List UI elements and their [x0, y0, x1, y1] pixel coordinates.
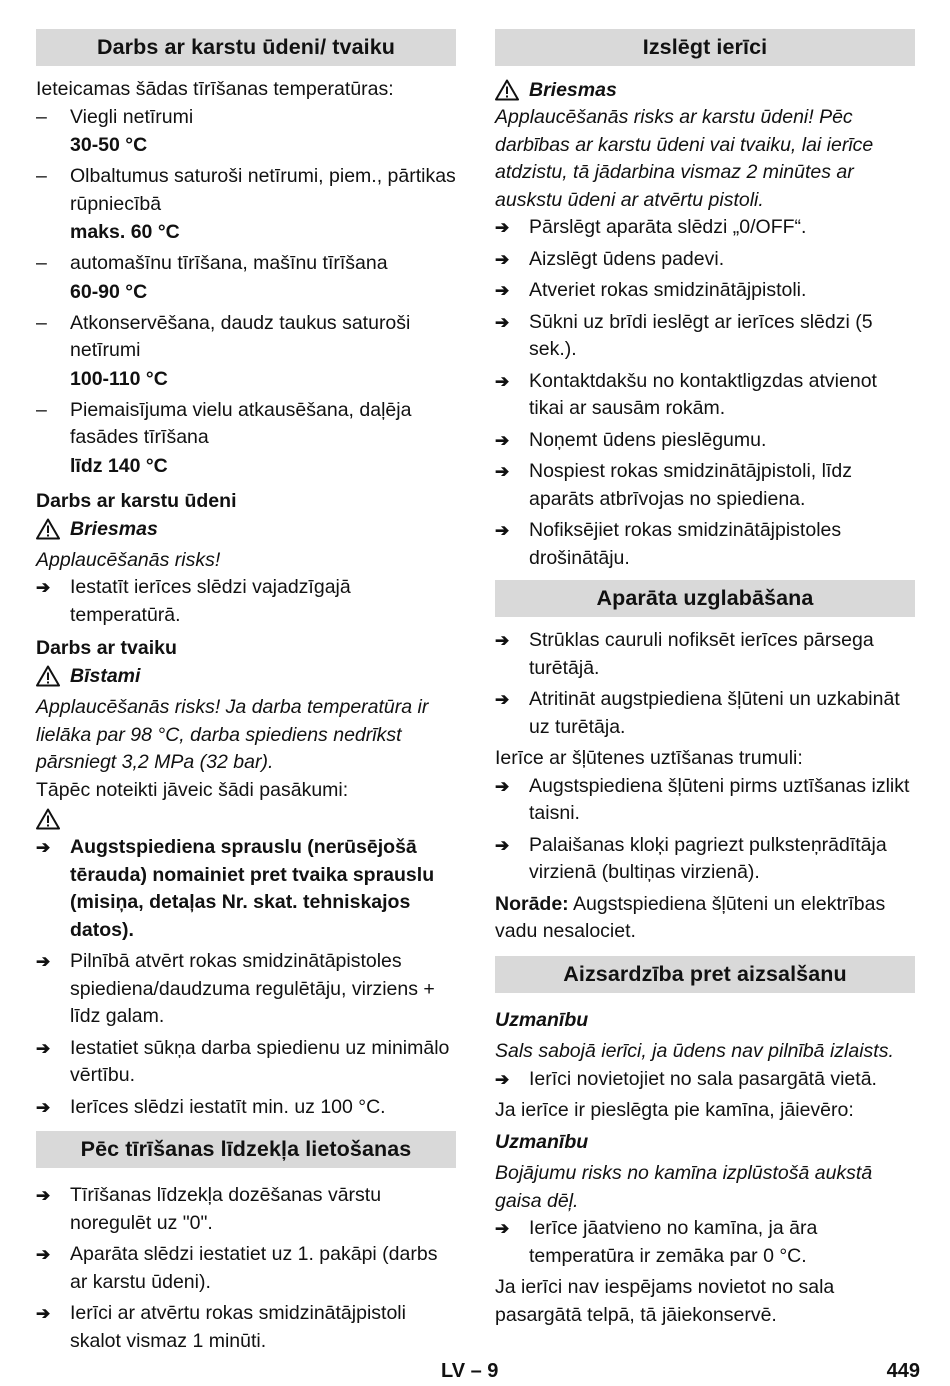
arrow-right-icon: ➔: [495, 430, 510, 450]
caution-label: Uzmanību: [495, 1130, 589, 1153]
step-item: ➔ Aparāta slēdzi iestatiet uz 1. pakāpi (darbs ar karstu ūdeni).: [36, 1243, 438, 1293]
reel-intro: Ierīce ar šļūtenes uztīšanas trumuli:: [495, 747, 803, 769]
step-item: ➔ Tīrīšanas līdzekļa dozēšanas vārstu noregulēt uz "0".: [36, 1184, 382, 1234]
caution-text: Sals sabojā ierīci, ja ūdens nav pilnībā izlaists.: [495, 1040, 894, 1062]
warning-text: Applaucēšanās risks! Ja darba temperatūra ir lielāka par 98 °C, darba spiediens nedrīkst pārsniegt 3,2 MPa (32 bar).: [36, 696, 429, 773]
step-item: ➔ Nospiest rokas smidzinātājpistoli, līdz aparāts atbrīvojas no spiediena.: [495, 460, 852, 510]
warning-triangle-icon: [36, 808, 60, 830]
list-item: – Atkonservēšana, daudz taukus saturoši netīrumi: [36, 311, 411, 361]
step-item: ➔ Augstspiediena šļūteni pirms uztīšanas izlikt taisni.: [495, 774, 910, 824]
arrow-right-icon: ➔: [495, 835, 510, 855]
arrow-right-icon: ➔: [36, 1245, 51, 1264]
list-item: – automašīnu tīrīšana, mašīnu tīrīšana: [36, 250, 456, 278]
arrow-right-icon: ➔: [36, 578, 51, 597]
step-item: ➔ Pārslēgt aparāta slēdzi „0/OFF“.: [495, 214, 915, 242]
chimney-note: Ja ierīce ir pieslēgta pie kamīna, jāievēro:: [495, 1099, 854, 1121]
page-footer: [0, 1360, 950, 1386]
warning-text: Applaucēšanās risks!: [36, 548, 221, 571]
note-paragraph: [495, 891, 915, 946]
warning-triangle-icon: [36, 518, 60, 540]
page-label: LV – 9: [441, 1360, 499, 1382]
list-item: – Viegli netīrumi: [36, 104, 456, 132]
danger-warning: Briesmas: [495, 76, 915, 104]
list-item: – Piemaisījuma vielu atkausēšana, daļēja fasādes tīrīšana: [36, 398, 412, 448]
arrow-right-icon: ➔: [495, 249, 510, 269]
dash-marker: –: [36, 165, 47, 187]
step-item: ➔ Atveriet rokas smidzinātājpistoli.: [495, 277, 915, 305]
temperature-value: 60-90 °C: [70, 280, 148, 303]
step-item: ➔ Atritināt augstpiediena šļūteni un uzkabināt uz turētāja.: [495, 688, 900, 738]
arrow-right-icon: ➔: [495, 776, 510, 796]
dash-marker: –: [36, 105, 47, 128]
arrow-right-icon: ➔: [495, 521, 510, 540]
step-item: ➔ Pilnībā atvērt rokas smidzinātāpistoles spiediena/daudzuma regulētāju, virziens + līdz galam.: [36, 950, 435, 1027]
step-item: ➔ Ierīces slēdzi iestatīt min. uz 100 °C.: [36, 1094, 456, 1122]
section-header-frost-protection: Aizsardzība pret aizsalšanu: [495, 956, 915, 993]
conservation-note: Ja ierīci nav iespējams novietot no sala pasargātā telpā, tā jāiekonservē.: [495, 1276, 835, 1326]
section-header-storage: Aparāta uzglabāšana: [495, 580, 915, 617]
step-item: ➔ Aizslēgt ūdens padevi.: [495, 246, 915, 274]
arrow-right-icon: ➔: [495, 218, 510, 237]
arrow-right-icon: ➔: [495, 281, 510, 300]
subheading-steam: Darbs ar tvaiku: [36, 637, 177, 659]
dash-marker: –: [36, 311, 47, 334]
arrow-right-icon: ➔: [495, 1219, 510, 1238]
arrow-right-icon: ➔: [36, 1097, 51, 1117]
step-item: ➔ Noņemt ūdens pieslēgumu.: [495, 427, 915, 455]
step-item: ➔ Ierīci novietojiet no sala pasargātā vietā.: [495, 1066, 915, 1094]
warning-icon-line: [36, 808, 456, 830]
page-number: 449: [886, 1360, 920, 1382]
step-item: ➔ Palaišanas kloķi pagriezt pulksteņrādītāja virzienā (bultiņas virzienā).: [495, 833, 887, 883]
step-item: ➔ Strūklas cauruli nofiksēt ierīces pārsega turētājā.: [495, 629, 874, 679]
note-label: Norāde:: [495, 892, 569, 915]
dash-marker: –: [36, 252, 47, 274]
warning-text: Applaucēšanās risks ar karstu ūdeni! Pēc darbības ar karstu ūdeni vai tvaiku, lai ierīce atdzistu, tā jādarbina vismaz 2 minūtes ar auskstu ūdeni ar atvērtu pistoli.: [495, 106, 874, 211]
note-text: Augstspiediena šļūteni un elektrības vadu nesalociet.: [495, 892, 886, 942]
arrow-right-icon: ➔: [495, 631, 510, 650]
arrow-right-icon: ➔: [495, 690, 510, 709]
temperature-value: maks. 60 °C: [70, 221, 180, 243]
caution-text: Bojājumu risks no kamīna izplūstošā aukstā gaisa dēļ.: [495, 1162, 873, 1212]
left-column: [36, 29, 456, 1355]
arrow-right-icon: ➔: [36, 952, 51, 971]
step-item-bold: ➔ Augstspiediena sprauslu (nerūsējošā tērauda) nomainiet pret tvaika sprauslu (misiņa, detaļas Nr. skat. tehniskajos datos).: [36, 836, 435, 941]
step-item: ➔ Sūkni uz brīdi ieslēgt ar ierīces slēdzi (5 sek.).: [495, 310, 873, 360]
list-item: – Olbaltumus saturoši netīrumi, piem., pārtikas rūpniecībā: [36, 165, 456, 215]
section-header-after-detergent: Pēc tīrīšanas līdzekļa lietošanas: [36, 1131, 456, 1168]
step-item: ➔ Iestatīt ierīces slēdzi vajadzīgajā temperatūrā.: [36, 576, 351, 626]
warning-triangle-icon: [36, 665, 60, 687]
arrow-right-icon: ➔: [36, 1038, 51, 1058]
temperature-value: līdz 140 °C: [70, 454, 168, 477]
step-item: ➔ Ierīce jāatvieno no kamīna, ja āra temperatūra ir zemāka par 0 °C.: [495, 1217, 818, 1267]
subheading-hot-water: Darbs ar karstu ūdeni: [36, 489, 237, 512]
section-header-hot-water-steam: Darbs ar karstu ūdeni/ tvaiku: [36, 29, 456, 66]
arrow-right-icon: ➔: [495, 371, 510, 391]
danger-warning: Bīstami: [36, 662, 456, 690]
warning-triangle-icon: [495, 79, 519, 101]
intro-text: Ieteicamas šādas tīrīšanas temperatūras:: [36, 78, 394, 100]
step-item: ➔ Kontaktdakšu no kontaktligzdas atvienot tikai ar sausām rokām.: [495, 369, 877, 419]
right-column: [495, 29, 915, 1329]
arrow-right-icon: ➔: [36, 838, 51, 857]
section-header-switch-off: Izslēgt ierīci: [495, 29, 915, 66]
danger-warning: Briesmas: [36, 515, 456, 543]
temperature-value: 30-50 °C: [70, 134, 148, 156]
caution-label: Uzmanību: [495, 1008, 589, 1031]
temperature-value: 100-110 °C: [70, 367, 168, 390]
step-item: ➔ Ierīci ar atvērtu rokas smidzinātājpistoli skalot vismaz 1 minūti.: [36, 1302, 406, 1352]
arrow-right-icon: ➔: [36, 1304, 51, 1323]
dash-marker: –: [36, 398, 47, 421]
step-item: ➔ Iestatiet sūkņa darba spiedienu uz minimālo vērtību.: [36, 1036, 450, 1086]
step-item: ➔ Nofiksējiet rokas smidzinātājpistoles drošinātāju.: [495, 519, 842, 569]
arrow-right-icon: ➔: [36, 1186, 51, 1205]
arrow-right-icon: ➔: [495, 1069, 510, 1089]
arrow-right-icon: ➔: [495, 312, 510, 332]
instruction-note: Tāpēc noteikti jāveic šādi pasākumi:: [36, 778, 349, 801]
arrow-right-icon: ➔: [495, 462, 510, 481]
